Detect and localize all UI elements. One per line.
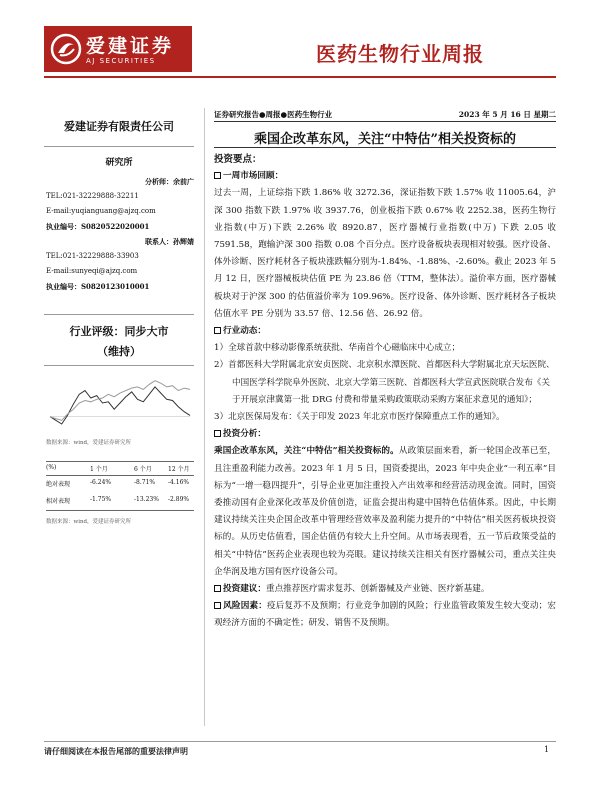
analyst-email[interactable]: E-mail:yuqianguang@ajzq.com (46, 207, 156, 215)
risk-text: 疫后复苏不及预期；行业竞争加剧的风险；行业监管政策发生较大变动；宏观经济方面的不确定性；研发、销售不及预期。 (214, 601, 556, 629)
analyst-name: 分析师：余前广 (145, 177, 194, 186)
logo-cn-text: 爱建证券 (86, 35, 175, 57)
analysis-lead: 乘国企改革东风，关注“中特估”相关投资标的。 (214, 446, 399, 457)
advice-heading: 投资建议： (223, 584, 266, 595)
advice-paragraph (214, 581, 556, 598)
chart-series-line-1 (50, 387, 190, 424)
column-divider (204, 108, 205, 726)
table-header (46, 464, 194, 474)
advice-text: 重点推荐医疗需求复苏、创新器械及产业链、医疗新基建。 (265, 584, 490, 595)
meta-rule (214, 121, 556, 122)
news-item (214, 409, 556, 426)
heading-industry-news (214, 323, 556, 340)
chart-series-line-2 (50, 381, 190, 421)
risk-paragraph (214, 598, 556, 632)
news-item (214, 340, 556, 357)
rating-label: 行业评级：同步大市 (69, 325, 169, 338)
news-text: 全球首款中移动影像系统获批、华南首个心磁临床中心成立； (228, 343, 461, 354)
table-row (46, 496, 194, 506)
table-header-cell: 12 个月 (168, 466, 190, 473)
contact-tel: TEL:021-32229888-33903 (46, 252, 139, 260)
report-date: 2023 年 5 月 16 日 星期二 (458, 110, 556, 119)
industry-rating (44, 322, 194, 362)
table-row (46, 479, 194, 489)
brand-logo (44, 26, 192, 72)
table-rule (46, 510, 194, 511)
heading-text: 一周市场回顾： (223, 171, 284, 182)
main-title: 乘国企改革东风，关注“中特估”相关投资标的 (254, 132, 516, 147)
analysis-paragraph (214, 443, 556, 581)
contact-name: 联系人：孙辉婧 (145, 237, 194, 246)
checkbox-square-icon (214, 430, 221, 437)
market-review-text: 过去一周，上证综指下跌 1.86% 收 3272.36，深证指数下跌 1.57% 收 11005.64，沪深 300 指数下跌 1.97% 收 3937.76，创业板指下跌 0.67% 收 2252.38，医药生物行业指数(中万)下跌 2.26% 收 8920.87，医疗器械行业指数(中万) 下跌 2.05 收 7591.58，跑输沪深 300 指数 0.08 个百分点。医疗设备板块表现相对较强。医疗设备、体外诊断、医疗耗材各子板块涨跌幅分别为-1.84%、-1.88%、-2.60%。截止 2023 年 5 月 12 日，医疗器械板块估值 PE 为 23.86 倍（TTM，整体法）。溢价率方面，医疗器械板块对于沪深 300 的估值溢价率为 109.96%。医疗设备、体外诊断、医疗耗材各子板块估值水平 PE 分别为 33.57 倍、12.56 倍、26.92 倍。 (214, 188, 556, 319)
table-cell: -8.71% (134, 479, 156, 486)
report-category: 证券研究报告●周报●医药生物行业 (214, 110, 333, 119)
section-heading-points: 投资要点： (214, 154, 262, 165)
table-source: 数据来源：wind，爱建证券研究所 (46, 519, 132, 525)
checkbox-square-icon (214, 602, 221, 609)
table-cell: -13.23% (134, 496, 159, 503)
logo-en-text: AJ SECURITIES (86, 57, 156, 65)
sidebar-rule (44, 365, 194, 366)
heading-text: 行业动态： (223, 326, 266, 337)
news-item (214, 357, 556, 409)
news-number: 2） (214, 360, 229, 371)
footer-rule (44, 741, 556, 742)
heading-investment-analysis (214, 426, 556, 443)
institute-name: 研究所 (105, 158, 133, 168)
news-number: 3） (214, 412, 229, 423)
table-cell: -1.75% (90, 496, 112, 503)
sidebar-rule (44, 146, 194, 147)
table-cell: -4.16% (168, 479, 190, 486)
analyst-cert: 执业编号：S0820522020001 (46, 222, 150, 231)
risk-heading: 风险因素： (223, 601, 267, 612)
title-rule (214, 147, 556, 148)
sidebar-rule (44, 314, 194, 315)
analysis-text: 从政策层面来看，新一轮国企改革已至，且注重盈利能力改善。2023 年 1 月 5 日，国资委提出，2023 年中央企业“一利五率”目标为“一增一稳四提升”，引导企业更加注重投入产出效率和经营活动现金流。同时，国资委推动国有企业深化改革及价值创造，证监会提出构建中国特色估值体系。因此，中长期建议持续关注央企国企改革中管理经营效率及盈利能力提升的“中特估”相关医药板块投资标的。从历史估值看，国企估值仍有较大上升空间。从市场表现看，五一节后政策受益的相关“中特估”医药企业表现也较为亮眼。建议持续关注相关有医疗器械公司，重点关注央企华润及地方国有医疗设备公司。 (214, 446, 556, 577)
table-cell: 相对表现 (46, 498, 71, 505)
header-rule (44, 76, 556, 78)
contact-cert: 执业编号：S0820123010001 (46, 282, 150, 291)
analyst-tel: TEL:021-32229888-32211 (46, 192, 139, 200)
table-cell: 绝对表现 (46, 481, 71, 488)
news-text: 北京医保局发布：《关于印发 2023 年北京市医疗保障重点工作的通知》。 (228, 412, 505, 423)
table-cell: -6.24% (90, 479, 112, 486)
chart-source: 数据来源：wind，爱建证券研究所 (46, 440, 132, 446)
checkbox-square-icon (214, 327, 221, 334)
table-header-cell: (%) (46, 464, 57, 471)
page-number: 1 (544, 745, 550, 754)
checkbox-square-icon (214, 585, 221, 592)
rating-status: （维持） (97, 345, 141, 358)
analyst-contact (46, 174, 194, 294)
heading-text: 投资分析： (223, 429, 266, 440)
table-rule (46, 461, 194, 462)
relative-performance-chart (46, 373, 194, 433)
company-name: 爱建证券有限责任公司 (64, 120, 174, 133)
table-header-cell: 1 个月 (90, 466, 108, 473)
heading-market-review (214, 168, 556, 185)
main-content (214, 151, 556, 633)
contact-email[interactable]: E-mail:sunyeqi@ajzq.com (46, 267, 138, 275)
news-number: 1） (214, 343, 229, 354)
checkbox-square-icon (214, 172, 221, 179)
table-header-cell: 6 个月 (134, 466, 152, 473)
news-text: 首都医科大学附属北京安贞医院、北京积水潭医院、首都医科大学附属北京天坛医院、中国医学科学院阜外医院、北京大学第三医院、首都医科大学宣武医院联合发布《关于开展京津冀第一批 DRG 付费和带量采购政策联动采购方案征求意见的通知》； (228, 360, 555, 405)
report-title: 医药生物行业周报 (316, 42, 484, 66)
legal-disclaimer[interactable]: 请仔细阅读在本报告尾部的重要法律声明 (44, 747, 188, 756)
table-rule (46, 475, 194, 476)
aj-logo-icon (50, 33, 82, 65)
table-cell: -2.89% (168, 496, 190, 503)
